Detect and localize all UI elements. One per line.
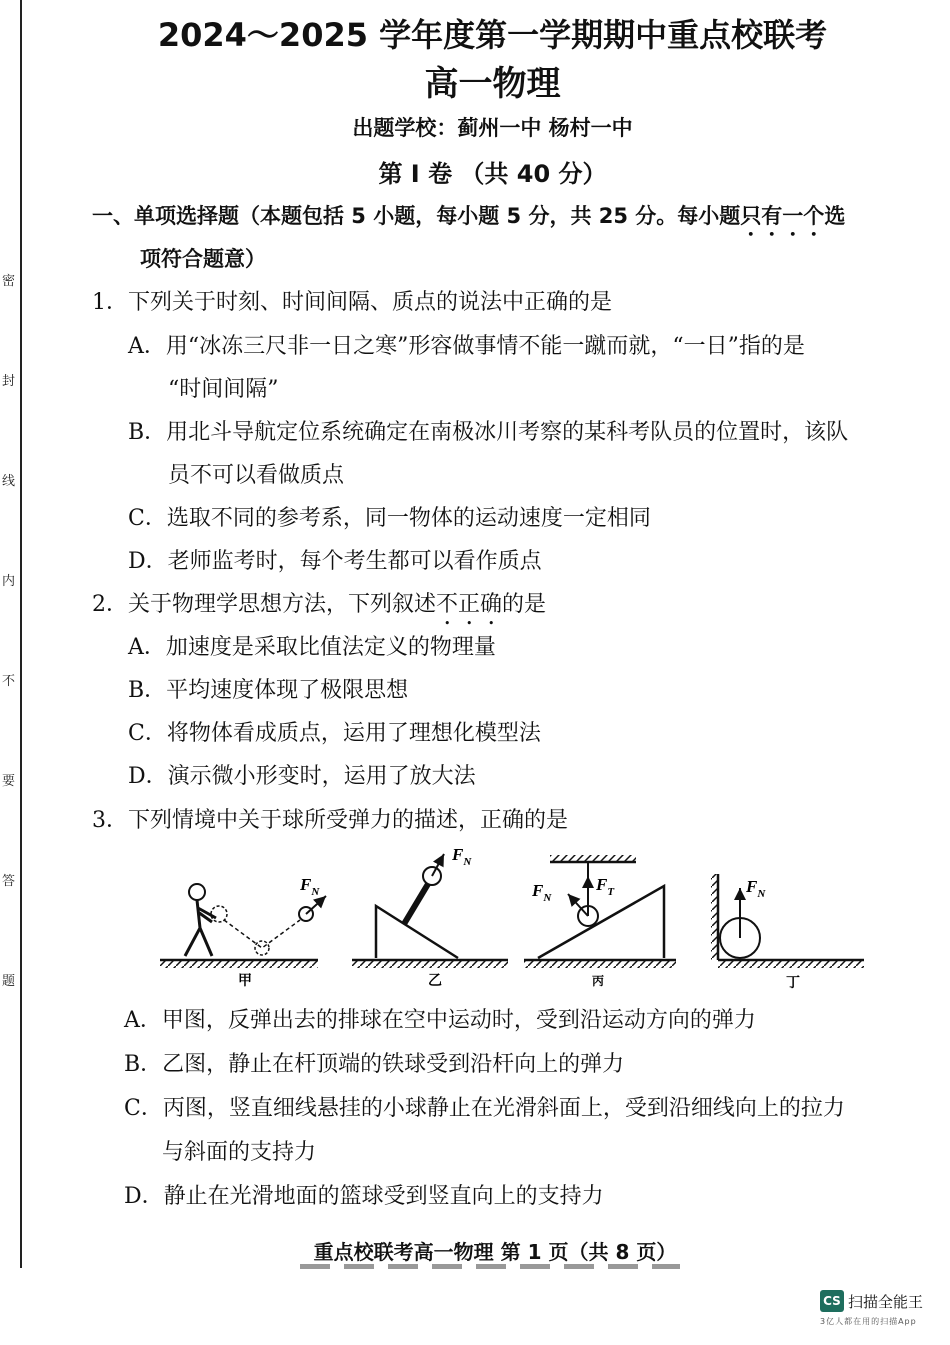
- figure-label: 丁: [786, 975, 800, 991]
- q2-option-c: C．将物体看成质点，运用了理想化模型法: [128, 721, 541, 746]
- q2-option-b: B．平均速度体现了极限思想: [128, 678, 409, 703]
- section-heading-cont: 项符合题意）: [140, 247, 266, 271]
- q1-option-d: D．老师监考时，每个考生都可以看作质点: [128, 549, 542, 574]
- q3-stem: 3．下列情境中关于球所受弹力的描述，正确的是: [92, 808, 568, 833]
- q2-option-d: D．演示微小形变时，运用了放大法: [128, 764, 476, 789]
- force-label: $F_N$: [300, 875, 320, 898]
- q3-option-b: B．乙图，静止在杆顶端的铁球受到沿杆向上的弹力: [124, 1052, 625, 1077]
- q1-option-b: B．用北斗导航定位系统确定在南极冰川考察的某科考队员的位置时，该队: [128, 420, 849, 445]
- figure-label: 甲: [238, 973, 252, 989]
- side-mark: 内: [2, 574, 16, 589]
- force-label: $F_N$: [532, 881, 552, 904]
- watermark-tagline: 3亿人都在用的扫描App: [820, 1317, 917, 1326]
- binding-line: [20, 0, 22, 1268]
- figure-yi: [352, 845, 508, 989]
- side-mark: 密: [2, 274, 16, 289]
- subject-title: 高一物理: [424, 64, 561, 104]
- page-footer: 重点校联考高一物理 第 1 页（共 8 页）: [313, 1240, 677, 1264]
- q3-option-d: D．静止在光滑地面的篮球受到竖直向上的支持力: [124, 1184, 604, 1209]
- q3-figures: [0, 838, 950, 998]
- q1-option-c: C．选取不同的参考系，同一物体的运动速度一定相同: [128, 506, 651, 531]
- side-mark: 线: [2, 474, 16, 489]
- footer-smudge: [300, 1264, 680, 1269]
- figure-jia: [160, 875, 326, 989]
- side-mark: 封: [2, 374, 16, 389]
- side-mark: 不: [2, 674, 16, 689]
- setter-schools: 出题学校：蓟州一中 杨村一中: [352, 116, 633, 140]
- figure-label: 乙: [428, 973, 442, 989]
- exam-title: 2024～2025 学年度第一学期期中重点校联考: [157, 16, 828, 54]
- q3-option-c: C．丙图，竖直细线悬挂的小球静止在光滑斜面上，受到沿细线向上的拉力: [124, 1096, 845, 1121]
- side-mark: 要: [2, 774, 16, 789]
- volume-heading: 第 Ⅰ 卷 （共 40 分）: [378, 160, 607, 188]
- q1-option-b-cont: 员不可以看做质点: [168, 463, 345, 488]
- side-mark: 题: [2, 974, 16, 989]
- q3-option-c-cont: 与斜面的支持力: [162, 1140, 317, 1165]
- q1-stem: 1．下列关于时刻、时间间隔、质点的说法中正确的是: [92, 290, 612, 315]
- watermark-name: 扫描全能王: [848, 1292, 924, 1311]
- q1-option-a-cont: “时间间隔”: [168, 377, 279, 402]
- camscanner-logo-icon: CS: [820, 1290, 844, 1312]
- force-label: $F_T$: [596, 875, 615, 898]
- scanner-watermark: [820, 1290, 923, 1327]
- figure-ding: [711, 874, 864, 991]
- q2-option-a: A．加速度是采取比值法定义的物理量: [128, 635, 496, 660]
- figure-label: 丙: [592, 974, 605, 988]
- side-mark: 答: [2, 874, 16, 889]
- section-heading: 一、单项选择题（本题包括 5 小题，每小题 5 分，共 25 分。每小题只有一个选: [92, 204, 846, 228]
- q1-option-a: A．用“冰冻三尺非一日之寒”形容做事情不能一蹴而就，“一日”指的是: [128, 334, 805, 359]
- force-label: $F_N$: [452, 845, 472, 868]
- figure-bing: [524, 855, 676, 988]
- q2-stem: 2．关于物理学思想方法，下列叙述不正确的是: [92, 592, 547, 617]
- force-label: $F_N$: [746, 877, 766, 900]
- q3-option-a: A．甲图，反弹出去的排球在空中运动时，受到沿运动方向的弹力: [124, 1008, 756, 1033]
